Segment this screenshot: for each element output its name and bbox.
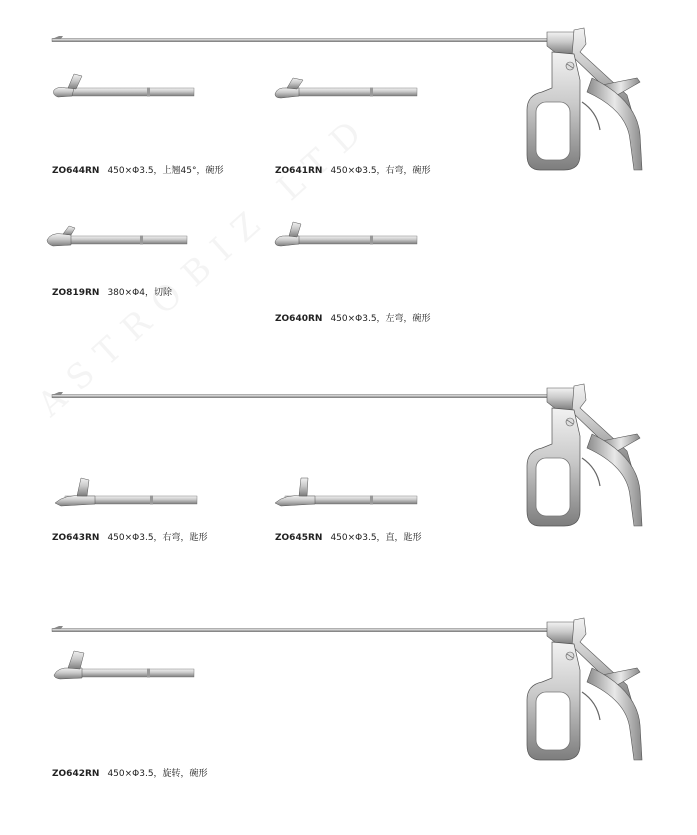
forceps-image-3 — [52, 618, 642, 760]
product-code: ZO640RN — [275, 314, 323, 324]
product-code: ZO645RN — [275, 533, 323, 543]
product-spec: 450×Φ3.5，右弯，碗形 — [330, 166, 431, 176]
caption-zo644rn — [52, 163, 224, 176]
tip-image-zo819rn — [47, 226, 187, 246]
product-spec: 450×Φ3.5，上翘45°，碗形 — [107, 166, 224, 176]
caption-zo819rn — [52, 285, 172, 298]
product-spec: 380×Φ4，切除 — [107, 288, 172, 298]
caption-zo641rn — [275, 163, 431, 176]
tip-image-zo643rn — [55, 478, 197, 506]
product-spec: 450×Φ3.5，右弯，匙形 — [107, 533, 208, 543]
caption-zo643rn — [52, 530, 208, 543]
caption-zo645rn — [275, 530, 422, 543]
product-code: ZO642RN — [52, 769, 100, 779]
caption-zo640rn — [275, 311, 431, 324]
product-spec: 450×Φ3.5，左弯，碗形 — [330, 314, 431, 324]
product-spec: 450×Φ3.5，旋转，碗形 — [107, 769, 208, 779]
product-spec: 450×Φ3.5，直，匙形 — [330, 533, 422, 543]
forceps-image-1 — [52, 28, 642, 170]
tip-image-zo641rn — [275, 78, 417, 98]
tip-image-zo644rn — [54, 74, 195, 97]
forceps-image-2 — [52, 384, 642, 526]
product-code: ZO643RN — [52, 533, 100, 543]
product-code: ZO644RN — [52, 166, 100, 176]
tip-image-zo642rn — [54, 651, 194, 679]
caption-zo642rn — [52, 766, 208, 779]
tip-image-zo645rn — [275, 478, 417, 506]
tip-image-zo640rn — [275, 222, 417, 246]
product-code: ZO641RN — [275, 166, 323, 176]
product-code: ZO819RN — [52, 288, 100, 298]
